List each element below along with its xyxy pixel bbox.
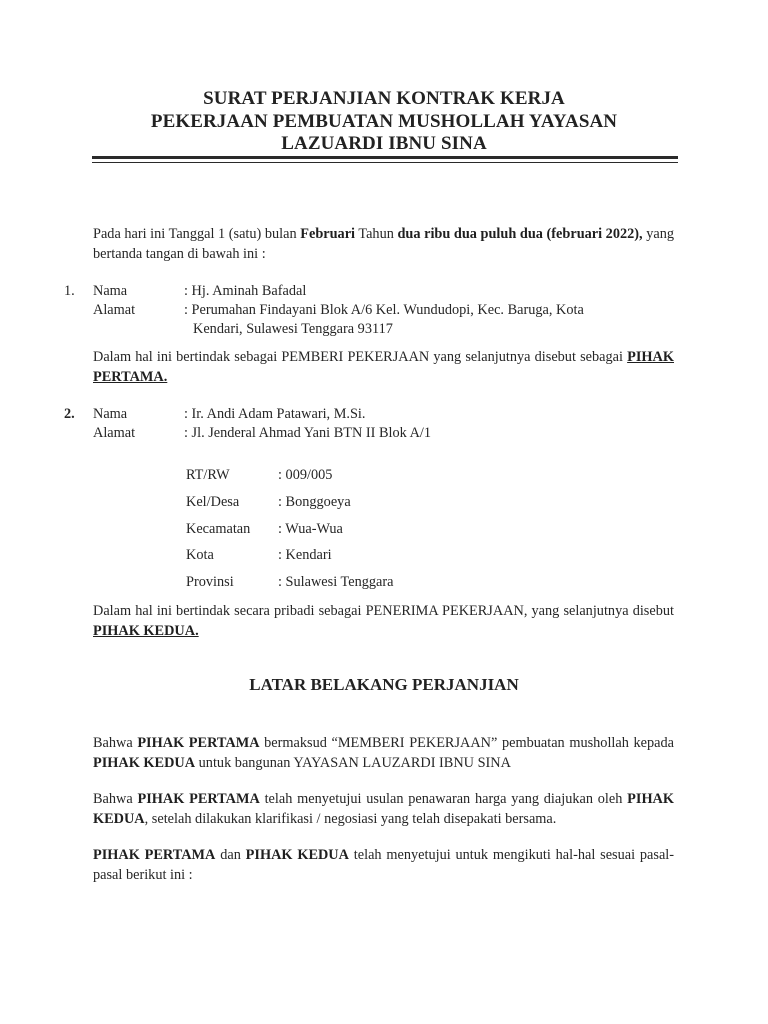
section-title: LATAR BELAKANG PERJANJIAN xyxy=(249,675,519,694)
bg3-text-2: telah menyetujui untuk mengikuti hal-hal sesuai pasal-pasal berikut ini : xyxy=(93,847,675,883)
party1-number: 1. xyxy=(64,283,75,299)
intro-month: Februari xyxy=(300,226,356,242)
title-divider-thin xyxy=(92,162,678,163)
party1-address-line-2: Kendari, Sulawesi Tenggara 93117 xyxy=(193,321,393,337)
party2-address-label: Alamat xyxy=(93,425,136,441)
document-title xyxy=(90,88,678,156)
party1-address-label: Alamat xyxy=(93,302,136,318)
detail-value: : Kendari xyxy=(278,547,332,563)
party2-role-paragraph xyxy=(93,601,674,641)
party2-name-label: Nama xyxy=(93,406,128,422)
bg1-text-2: bermaksud “MEMBERI PEKERJAAN” pembuatan mushollah kepada xyxy=(259,735,674,751)
party1-address-line-1: : Perumahan Findayani Blok A/6 Kel. Wundudopi, Kec. Baruga, Kota xyxy=(184,302,584,318)
detail-value: : 009/005 xyxy=(278,467,333,483)
bg1-text-3: untuk bangunan YAYASAN LAUZARDI IBNU SINA xyxy=(195,755,511,771)
bg1-text-1: Bahwa xyxy=(93,735,138,751)
party2-role-text: Dalam hal ini bertindak secara pribadi sebagai PENERIMA PEKERJAAN, yang selanjutnya disebut xyxy=(93,603,674,619)
party2-address-value: : Jl. Jenderal Ahmad Yani BTN II Blok A/1 xyxy=(184,425,432,441)
intro-year: dua ribu dua puluh dua (februari 2022), xyxy=(397,226,643,242)
bg2-bold-2: PIHAK KEDUA xyxy=(93,791,675,827)
background-paragraph-1 xyxy=(93,733,674,773)
party2-role-name: PIHAK KEDUA. xyxy=(93,623,199,639)
detail-value: : Wua-Wua xyxy=(278,521,343,537)
bg1-bold-1: PIHAK PERTAMA xyxy=(137,735,260,751)
detail-label: Provinsi xyxy=(186,574,234,590)
detail-label: Kota xyxy=(186,547,214,563)
bg3-bold-2: PIHAK KEDUA xyxy=(245,847,349,863)
party2-number: 2. xyxy=(64,406,75,422)
title-line-3: LAZUARDI IBNU SINA xyxy=(281,133,487,154)
detail-value: : Bonggoeya xyxy=(278,494,351,510)
background-paragraph-2 xyxy=(93,789,674,829)
party1-role-text: Dalam hal ini bertindak sebagai PEMBERI PEKERJAAN yang selanjutnya disebut sebagai xyxy=(93,349,628,365)
bg2-text-2: telah menyetujui usulan penawaran harga yang diajukan oleh xyxy=(259,791,628,807)
detail-label: RT/RW xyxy=(186,467,230,483)
intro-text-1: Pada hari ini Tanggal 1 (satu) bulan xyxy=(93,226,301,242)
bg2-text-3: , setelah dilakukan klarifikasi / negosiasi yang telah disepakati bersama. xyxy=(144,811,557,827)
party1-name-label: Nama xyxy=(93,283,128,299)
bg2-bold-1: PIHAK PERTAMA xyxy=(137,791,260,807)
detail-label: Kel/Desa xyxy=(186,494,240,510)
intro-text-3: yang bertanda tangan di bawah ini : xyxy=(93,226,674,262)
bg2-text-1: Bahwa xyxy=(93,791,138,807)
party1-role-paragraph xyxy=(93,347,674,387)
detail-value: : Sulawesi Tenggara xyxy=(278,574,394,590)
title-line-2: PEKERJAAN PEMBUATAN MUSHOLLAH YAYASAN xyxy=(150,110,618,132)
title-line-1: SURAT PERJANJIAN KONTRAK KERJA xyxy=(203,88,565,109)
bg3-bold-1: PIHAK PERTAMA xyxy=(93,847,216,863)
intro-text-2: Tahun xyxy=(355,226,398,242)
bg1-bold-2: PIHAK KEDUA xyxy=(93,755,196,771)
intro-paragraph xyxy=(93,224,674,264)
title-divider-thick xyxy=(92,156,678,159)
party2-name-value: : Ir. Andi Adam Patawari, M.Si. xyxy=(184,406,366,422)
background-paragraph-3 xyxy=(93,845,674,885)
bg3-text-1: dan xyxy=(215,847,246,863)
party1-name-value: : Hj. Aminah Bafadal xyxy=(184,283,307,299)
party1-role-name: PIHAK PERTAMA. xyxy=(93,349,674,385)
detail-label: Kecamatan xyxy=(186,521,251,537)
